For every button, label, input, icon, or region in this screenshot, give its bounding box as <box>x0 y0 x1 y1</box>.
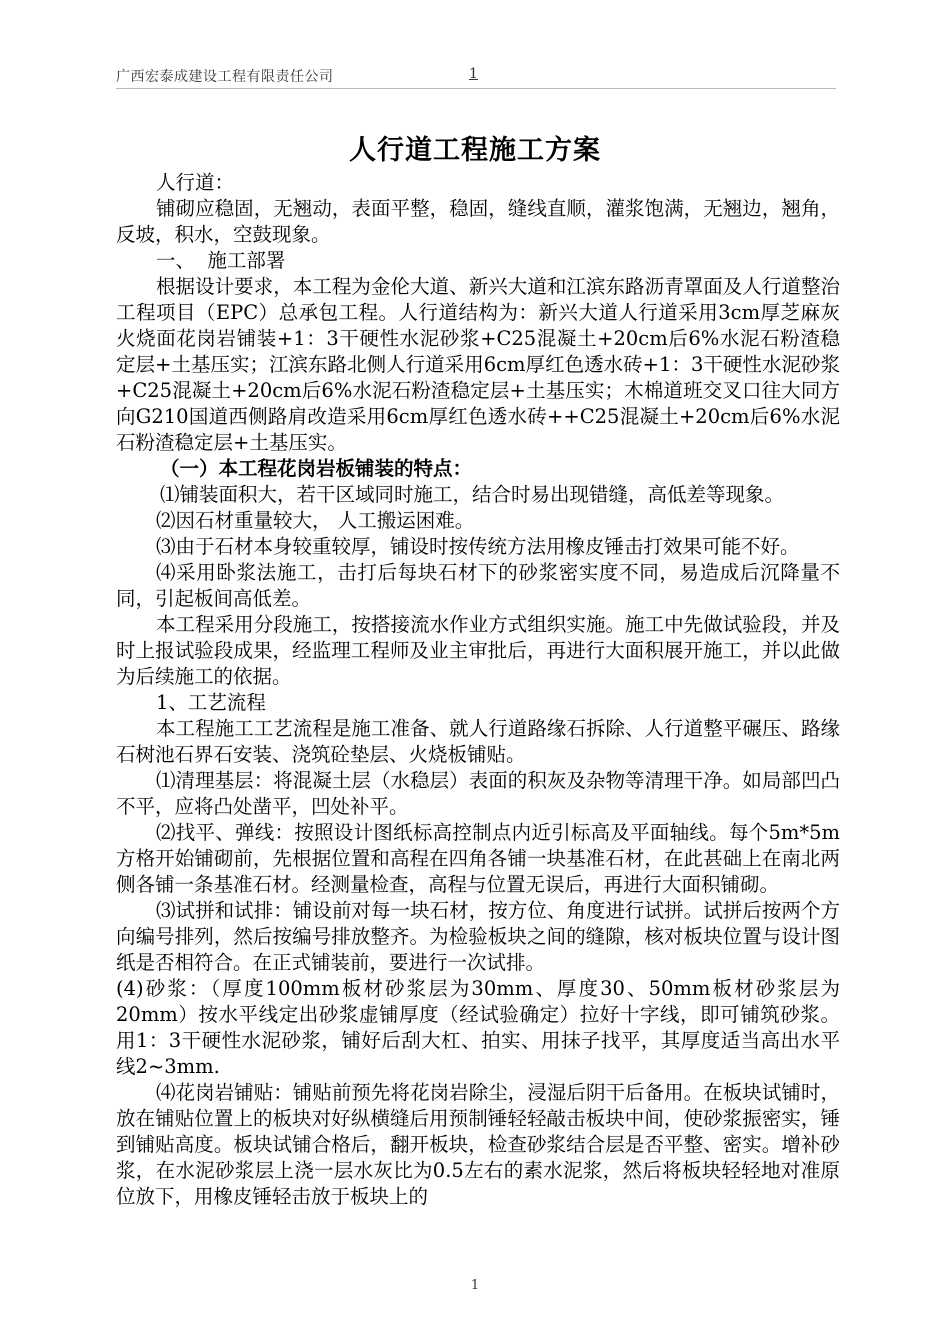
header-company-name: 广西宏泰成建设工程有限责任公司 <box>116 69 334 85</box>
paragraph-segmented-construction: 本工程采用分段施工，按搭接流水作业方式组织实施。施工中先做试验段，并及时上报试验段成果，经监理工程师及业主审批后，再进行大面积展开施工，并以此做为后续施工的依据。 <box>116 613 840 688</box>
list-item-feature-1: ⑴铺装面积大，若干区域同时施工，结合时易出现错缝，高低差等现象。 <box>160 483 785 506</box>
list-item-step-mortar: (4)砂浆：（厚度100mm板材砂浆层为30mm、厚度30、50mm板材砂浆层为20mm）按水平线定出砂浆虚铺厚度（经试验确定）拉好十字线，即可铺筑砂浆。用1：3干硬性水泥砂浆，铺好后刮大杠、拍实、用抹子找平，其厚度适当高出水平线2~3mm. <box>116 977 840 1078</box>
header-divider <box>116 88 836 89</box>
heading-granite-features: （一）本工程花岗岩板铺装的特点： <box>160 457 473 480</box>
paragraph-project-structure: 根据设计要求，本工程为金伦大道、新兴大道和江滨东路沥青罩面及人行道整治工程项目（EPC）总承包工程。人行道结构为：新兴大道人行道采用3cm厚芝麻灰火烧面花岗岩铺装+1：3干硬性水泥砂浆+C25混凝土+20cm后6%水泥石粉渣稳定层+土基压实；江滨东路北侧人行道采用6cm厚红色透水砖+1：3干硬性水泥砂浆+C25混凝土+20cm后6%水泥石粉渣稳定层+土基压实；木棉道班交叉口往大同方向G210国道西侧路肩改造采用6cm厚红色透水砖++C25混凝土+20cm后6%水泥石粉渣稳定层+土基压实。 <box>116 275 840 454</box>
header-page-number: 1 <box>469 66 478 82</box>
list-item-step-trial-layout: ⑶试拼和试排：铺设前对每一块石材，按方位、角度进行试拼。试拼后按两个方向编号排列，然后按编号排放整齐。为检验板块之间的缝隙，核对板块位置与设计图纸是否相符合。在正式铺装前，要进行一次试排。 <box>116 899 840 974</box>
paragraph-section-label: 人行道： <box>156 171 235 194</box>
heading-construction-deployment: 一、 施工部署 <box>156 249 286 272</box>
list-item-step-granite-laying: ⑷花岗岩铺贴：铺贴前预先将花岗岩除尘，浸湿后阴干后备用。在板块试铺时，放在铺贴位置上的板块对好纵横缝后用预制锤轻轻敲击板块中间，使砂浆振密实，锤到铺贴高度。板块试铺合格后，翻开板块，检查砂浆结合层是否平整、密实。增补砂浆，在水泥砂浆层上浇一层水灰比为0.5左右的素水泥浆，然后将板块轻轻地对准原位放下，用橡皮锤轻击放于板块上的 <box>116 1081 840 1208</box>
list-item-feature-2: ⑵因石材重量较大， 人工搬运困难。 <box>156 509 475 532</box>
list-item-feature-4: ⑷采用卧浆法施工，击打后每块石材下的砂浆密实度不同，易造成后沉降量不同，引起板间高低差。 <box>116 561 840 610</box>
paragraph-requirements: 铺砌应稳固，无翘动，表面平整，稳固，缝线直顺，灌浆饱满，无翘边，翘角，反坡，积水，空鼓现象。 <box>116 197 840 246</box>
list-item-step-leveling: ⑵找平、弹线：按照设计图纸标高控制点内近引标高及平面轴线。每个5m*5m方格开始铺砌前，先根据位置和高程在四角各铺一块基准石材，在此甚础上在南北两侧各铺一条基准石材。经测量检查，高程与位置无误后，再进行大面积铺砌。 <box>116 821 840 896</box>
document-title: 人行道工程施工方案 <box>349 135 601 166</box>
paragraph-process-flow: 本工程施工工艺流程是施工准备、就人行道路缘石拆除、人行道整平碾压、路缘石树池石界石安装、浇筑砼垫层、火烧板铺贴。 <box>116 717 840 766</box>
document-body <box>116 170 840 1210</box>
heading-process-flow: 1、工艺流程 <box>156 691 266 714</box>
footer-page-number: 1 <box>470 1278 480 1293</box>
list-item-step-clean-base: ⑴清理基层：将混凝土层（水稳层）表面的积灰及杂物等清理干净。如局部凹凸不平，应将凸处凿平，凹处补平。 <box>116 769 840 818</box>
list-item-feature-3: ⑶由于石材本身较重较厚，铺设时按传统方法用橡皮锤击打效果可能不好。 <box>156 535 800 558</box>
